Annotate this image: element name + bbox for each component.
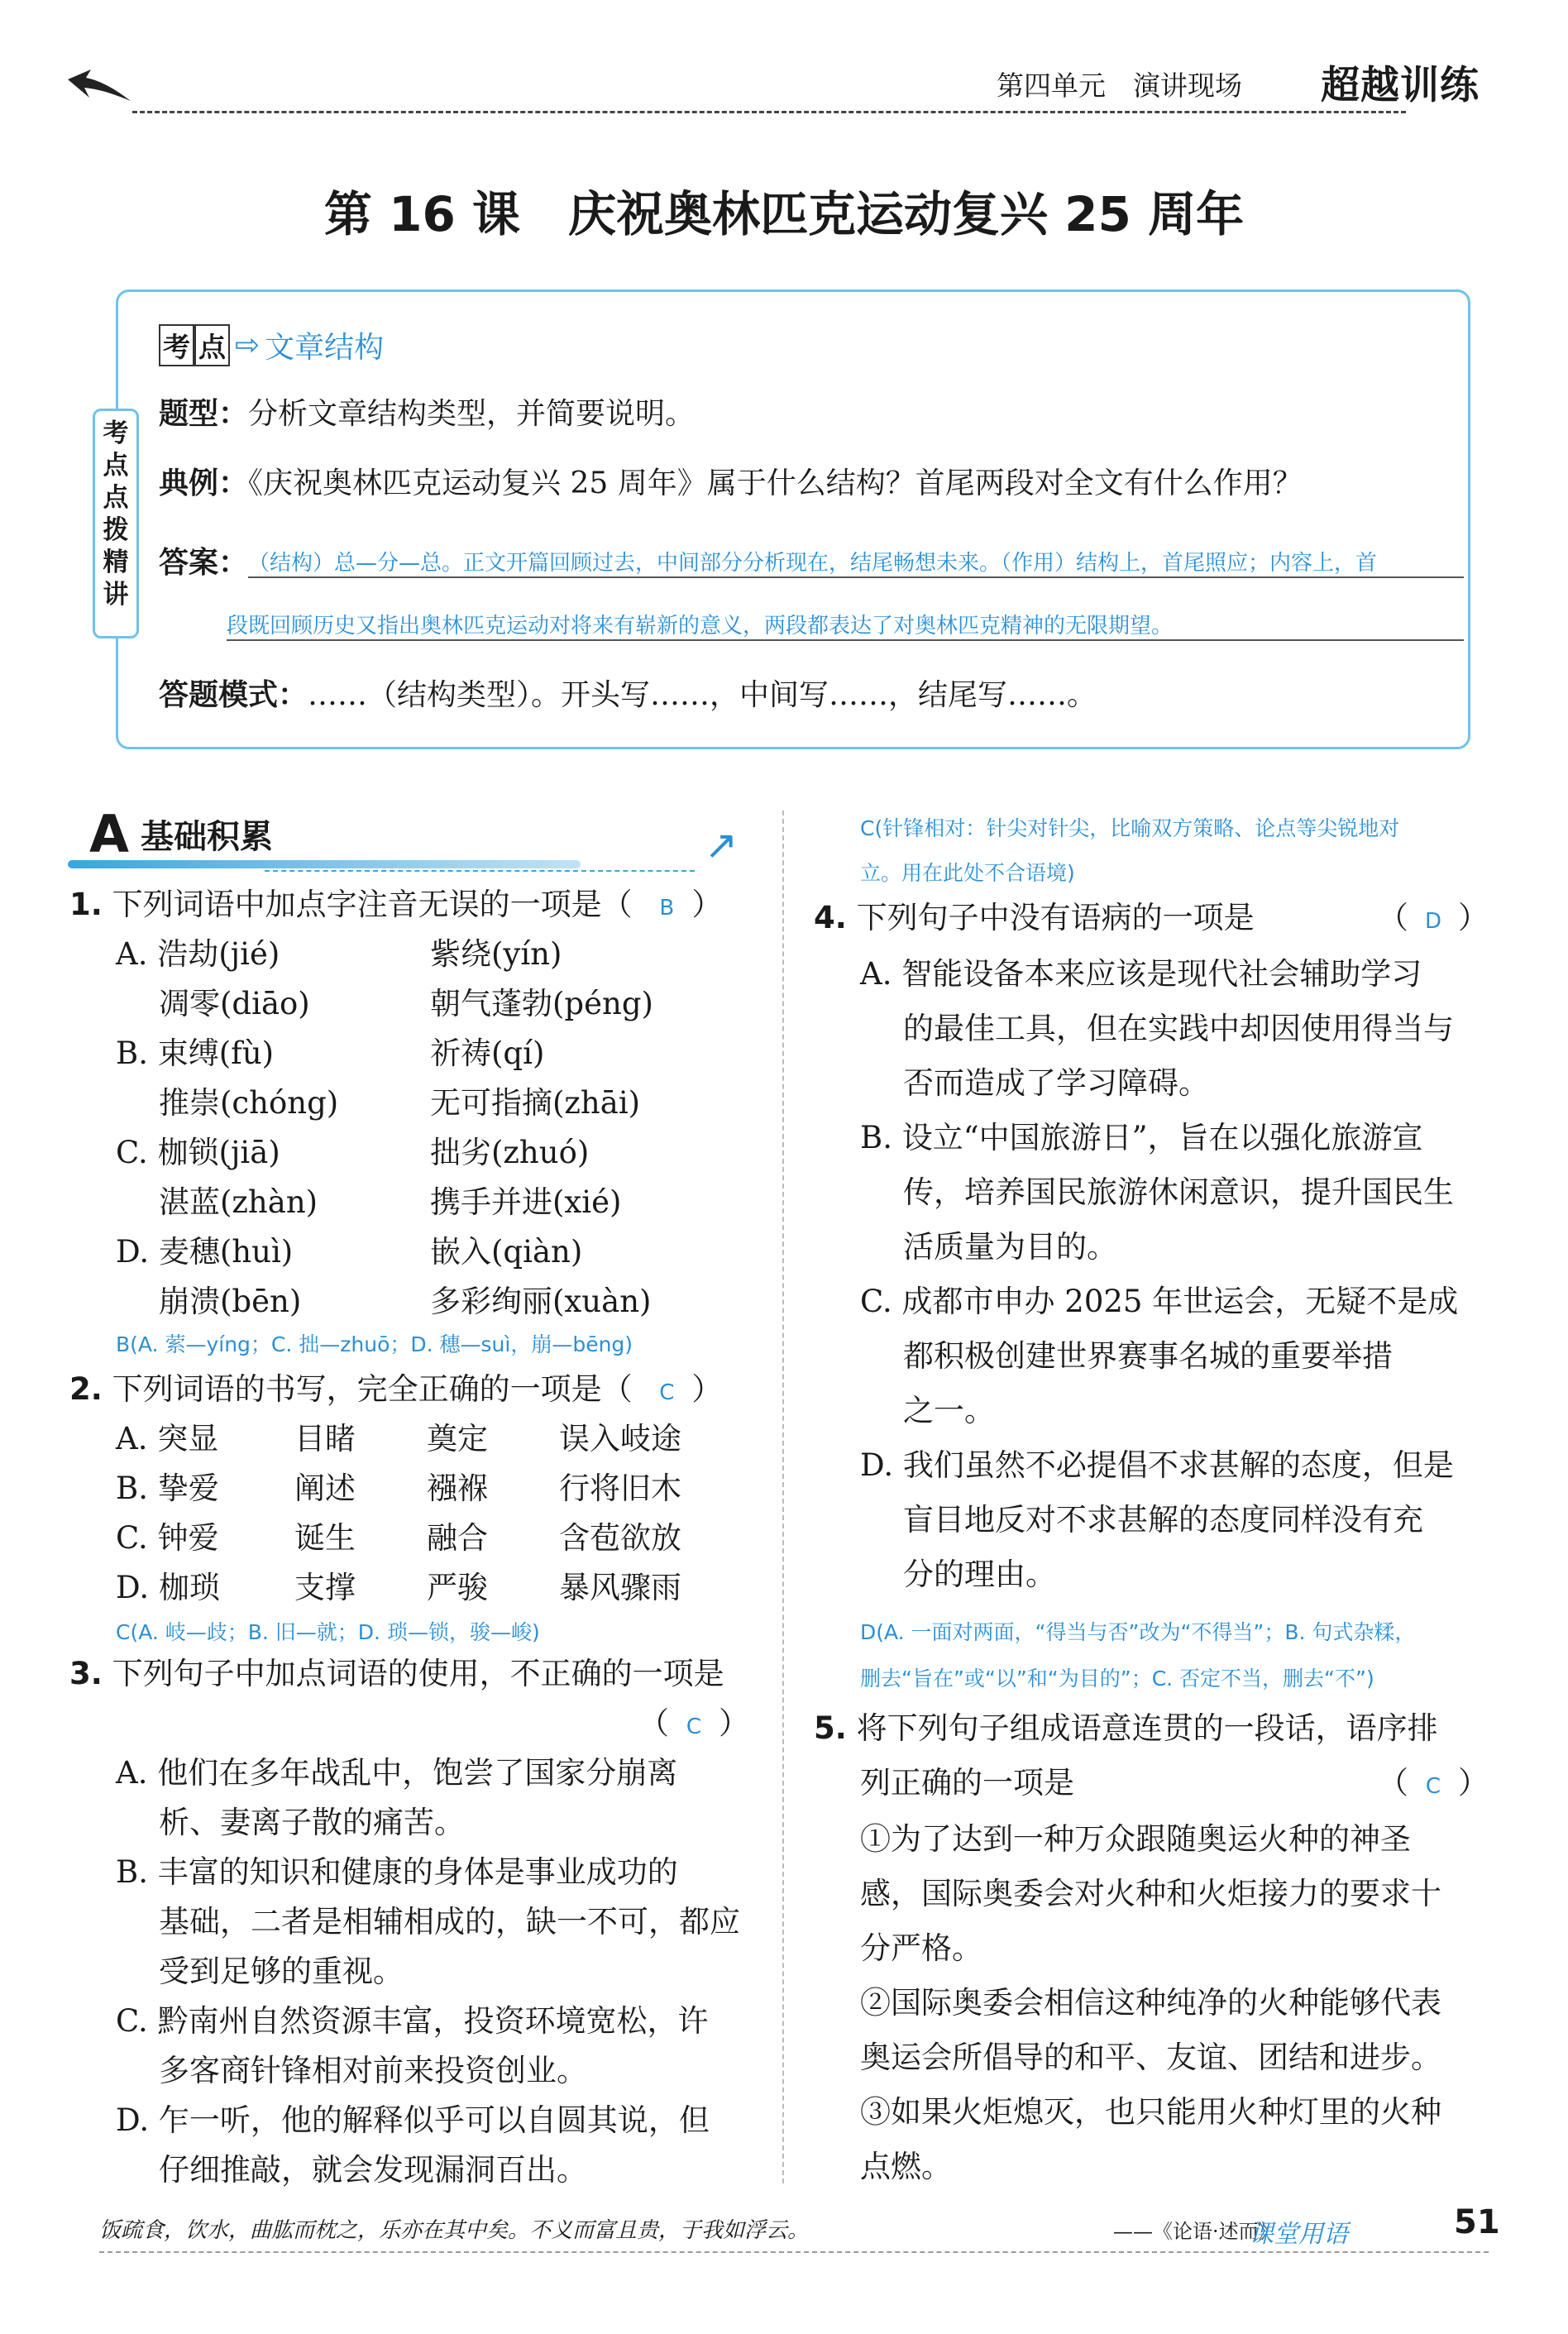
q1-option: 崩溃(bēn) [159,1284,302,1319]
header-divider [132,111,1406,113]
q2-cell: 目睹 [294,1421,356,1456]
q4-choice: D [1424,909,1442,934]
q2-cell: 严骏 [427,1570,488,1605]
footer-quote: 饭疏食，饮水，曲肱而枕之，乐亦在其中矣。不义而富且贵，于我如浮云。 [99,2218,810,2243]
answer-label [159,539,248,581]
q3-option: A. 他们在多年战乱中，饱尝了国家分崩离 [116,1755,678,1791]
q1-option: 嵌入(qiàn) [430,1234,583,1270]
q1-option: D. 麦穗(huì) [116,1234,294,1270]
q2-cell: A. 突显 [116,1421,219,1456]
answer-mode [159,672,1097,714]
key-point-tag [159,324,384,366]
q2-cell: B. 挚爱 [116,1471,219,1506]
page-number: 51 [1454,2203,1500,2241]
type-label: 题型： [159,397,249,431]
q4-option: 都积极创建世界赛事名城的重要举措 [903,1338,1393,1374]
answer-label-text: 答案： [159,546,249,580]
footer-divider [99,2251,1489,2253]
q4-option: 传，培养国民旅游休闲意识，提升国民生 [903,1174,1454,1210]
q3-stem [69,1649,724,1699]
q5-sentence: 点燃。 [860,2149,952,2184]
q3-option: B. 丰富的知识和健康的身体是事业成功的 [116,1854,678,1890]
q2-cell: 襁褓 [427,1471,488,1506]
q1-close: ） [691,887,723,922]
mode-label: 答题模式： [159,678,308,712]
q1-stem [69,880,722,933]
q1-option: 推崇(chóng) [159,1085,339,1121]
footer-label: 课堂用语 [1249,2220,1348,2249]
q3-answer-note: 立。用在此处不合语境) [860,861,1075,885]
q4-option: 之一。 [903,1393,995,1428]
key-point-tab-char: 拨 [103,515,129,545]
q3-option: 基础，二者是相辅相成的，缺一不可，都应 [159,1904,740,1939]
q1-text: 下列词语中加点字注音无误的一项是（ [112,887,633,922]
q2-cell: 融合 [427,1520,488,1556]
footer-source: ——《论语·述而》 [1113,2220,1279,2243]
q3-number: 3. [69,1656,103,1691]
q5-sentence: ①为了达到一种万众跟随奥运火种的神圣 [860,1821,1411,1857]
q1-answer-note: B(A. 萦—yíng；C. 拙—zhuō；D. 穗—suì，崩—bēng) [116,1332,633,1356]
section-letter: A [89,804,129,864]
q2-text: 下列词语的书写，完全正确的一项是（ [112,1371,633,1407]
answer-line-1: （结构）总—分—总。正文开篇回顾过去，中间部分分析现在，结尾畅想未来。（作用）结构上，首尾照应；内容上，首 [248,546,1464,578]
q2-stem [69,1365,722,1418]
q2-cell: 奠定 [427,1421,488,1456]
back-arrow-icon [66,68,132,108]
q1-option: 多彩绚丽(xuàn) [430,1284,652,1319]
section-label: 基础积累 [140,818,273,856]
q5-stem [814,1704,1438,1753]
q1-option: 携手并进(xié) [430,1184,622,1220]
q2-cell: 诞生 [294,1520,356,1556]
q3-option: 仔细推敲，就会发现漏洞百出。 [159,2152,587,2188]
key-point-tab [93,409,139,639]
q4-number: 4. [814,900,847,935]
q2-cell: 误入岐途 [559,1421,681,1456]
arrow-icon: ⇨ [235,328,261,362]
q2-answer-note: C(A. 岐—歧；B. 旧—就；D. 琐—锁，骏—峻) [116,1620,540,1644]
q4-option: 盲目地反对不求甚解的态度同样没有充 [903,1502,1423,1538]
q1-option: 湛蓝(zhàn) [159,1184,318,1220]
section-heading [89,804,273,864]
swoosh-arrow-icon: ↗ [705,822,739,868]
q1-option: 无可指摘(zhāi) [430,1085,641,1121]
q5-answer [1378,1758,1489,1811]
q3-open: （ [638,1705,669,1741]
q1-option: 凋零(diāo) [159,986,310,1021]
q2-cell: 含苞欲放 [559,1520,681,1556]
q2-cell: 支撑 [294,1570,356,1605]
q3-close: ） [719,1705,749,1741]
q3-option: 析、妻离子散的痛苦。 [159,1805,465,1840]
q1-choice: B [659,896,675,921]
q2-cell: C. 钟爱 [116,1520,219,1556]
q3-answer [638,1699,749,1752]
q2-cell: 行将旧木 [559,1471,681,1506]
q2-close: ） [691,1371,723,1407]
q5-open: （ [1378,1765,1408,1801]
q4-option: B. 设立“中国旅游日”，旨在以强化旅游宣 [860,1120,1423,1155]
q3-option: D. 乍一听，他的解释似乎可以自圆其说，但 [116,2102,710,2138]
q3-answer-note: C(针锋相对：针尖对针尖，比喻双方策略、论点等尖锐地对 [860,816,1400,840]
q5-stem-cont: 列正确的一项是 [860,1765,1074,1801]
section-dashed-line [265,870,695,872]
q1-option: B. 束缚(fù) [116,1035,275,1071]
q4-option: 活质量为目的。 [903,1229,1117,1265]
q2-cell: 暴风骤雨 [559,1570,681,1605]
q5-sentence: 奥运会所倡导的和平、友谊、团结和进步。 [860,2040,1441,2075]
q4-text: 下列句子中没有语病的一项是 [856,900,1255,935]
q3-option: C. 黔南州自然资源丰富，投资环境宽松，许 [116,2003,709,2039]
q5-sentence: ③如果火炬熄灭，也只能用火种灯里的火种 [860,2094,1441,2130]
q3-text: 下列句子中加点词语的使用，不正确的一项是 [112,1656,724,1691]
example [159,460,1303,502]
q2-cell: 阐述 [294,1471,356,1506]
q5-number: 5. [814,1710,847,1746]
q4-open: （ [1378,900,1408,935]
q2-cell: D. 枷琐 [116,1570,220,1605]
q4-answer [1378,893,1489,946]
mode-text: ……（结构类型）。开头写……，中间写……，结尾写……。 [308,678,1097,712]
q3-choice: C [686,1715,702,1739]
q4-answer-note: D(A. 一面对两面，“得当与否”改为“不得当”；B. 句式杂糅， [860,1620,1416,1644]
q2-choice: C [659,1380,675,1405]
q1-number: 1. [69,887,103,922]
q4-option: A. 智能设备本来应该是现代社会辅助学习 [860,956,1422,992]
q5-close: ） [1458,1765,1489,1801]
column-divider [782,811,784,2183]
q1-option: C. 枷锁(jiā) [116,1135,280,1170]
q2-number: 2. [69,1371,103,1407]
tag-char: 考 [159,324,194,366]
q4-stem [814,893,1255,943]
q4-option: D. 我们虽然不必提倡不求甚解的态度，但是 [860,1447,1454,1483]
q4-answer-note: 删去“旨在”或“以”和“为目的”；C. 否定不当，删去“不”) [860,1667,1374,1691]
q5-sentence: 感，国际奥委会对火种和火炬接力的要求十 [860,1876,1441,1911]
header-unit: 第四单元 演讲现场 [997,69,1242,102]
q1-option: 祈祷(qí) [430,1035,545,1071]
header-brand: 超越训练 [1321,63,1480,108]
q1-option: 拙劣(zhuó) [430,1135,590,1170]
key-point-tab-char: 点 [103,483,129,513]
tag-label: 文章结构 [265,331,385,365]
q1-option: 紫绕(yín) [430,936,562,972]
q4-option: 分的理由。 [903,1557,1056,1592]
key-point-tab-char: 考 [103,418,129,448]
q4-option: 否而造成了学习障碍。 [903,1065,1209,1101]
q1-option: A. 浩劫(jié) [116,936,280,972]
key-point-tab-char: 点 [103,451,129,481]
q3-option: 多客商针锋相对前来投资创业。 [159,2053,587,2088]
question-type [159,390,695,433]
q1-option: 朝气蓬勃(péng) [430,986,653,1021]
tag-char: 点 [194,324,230,366]
q5-sentence: 分严格。 [860,1930,982,1966]
example-text: 《庆祝奥林匹克运动复兴 25 周年》属于什么结构？首尾两段对全文有什么作用？ [248,466,1303,500]
page-title: 第 16 课 庆祝奥林匹克运动复兴 25 周年 [323,186,1245,242]
example-label: 典例： [159,466,249,500]
q3-option: 受到足够的重视。 [159,1954,404,1989]
q5-choice: C [1425,1774,1441,1799]
key-point-tab-char: 精 [103,548,129,577]
q4-close: ） [1458,900,1489,935]
q4-option: C. 成都市申办 2025 年世运会，无疑不是成 [860,1284,1459,1319]
q4-option: 的最佳工具，但在实践中却因使用得当与 [903,1011,1454,1046]
q5-text: 将下列句子组成语意连贯的一段话，语序排 [856,1710,1438,1746]
answer-line-2: 段既回顾历史又指出奥林匹克运动对将来有崭新的意义，两段都表达了对奥林匹克精神的无限期望。 [227,609,1464,641]
q5-sentence: ②国际奥委会相信这种纯净的火种能够代表 [860,1985,1441,2021]
type-text: 分析文章结构类型，并简要说明。 [248,397,696,431]
key-point-tab-char: 讲 [103,580,129,610]
